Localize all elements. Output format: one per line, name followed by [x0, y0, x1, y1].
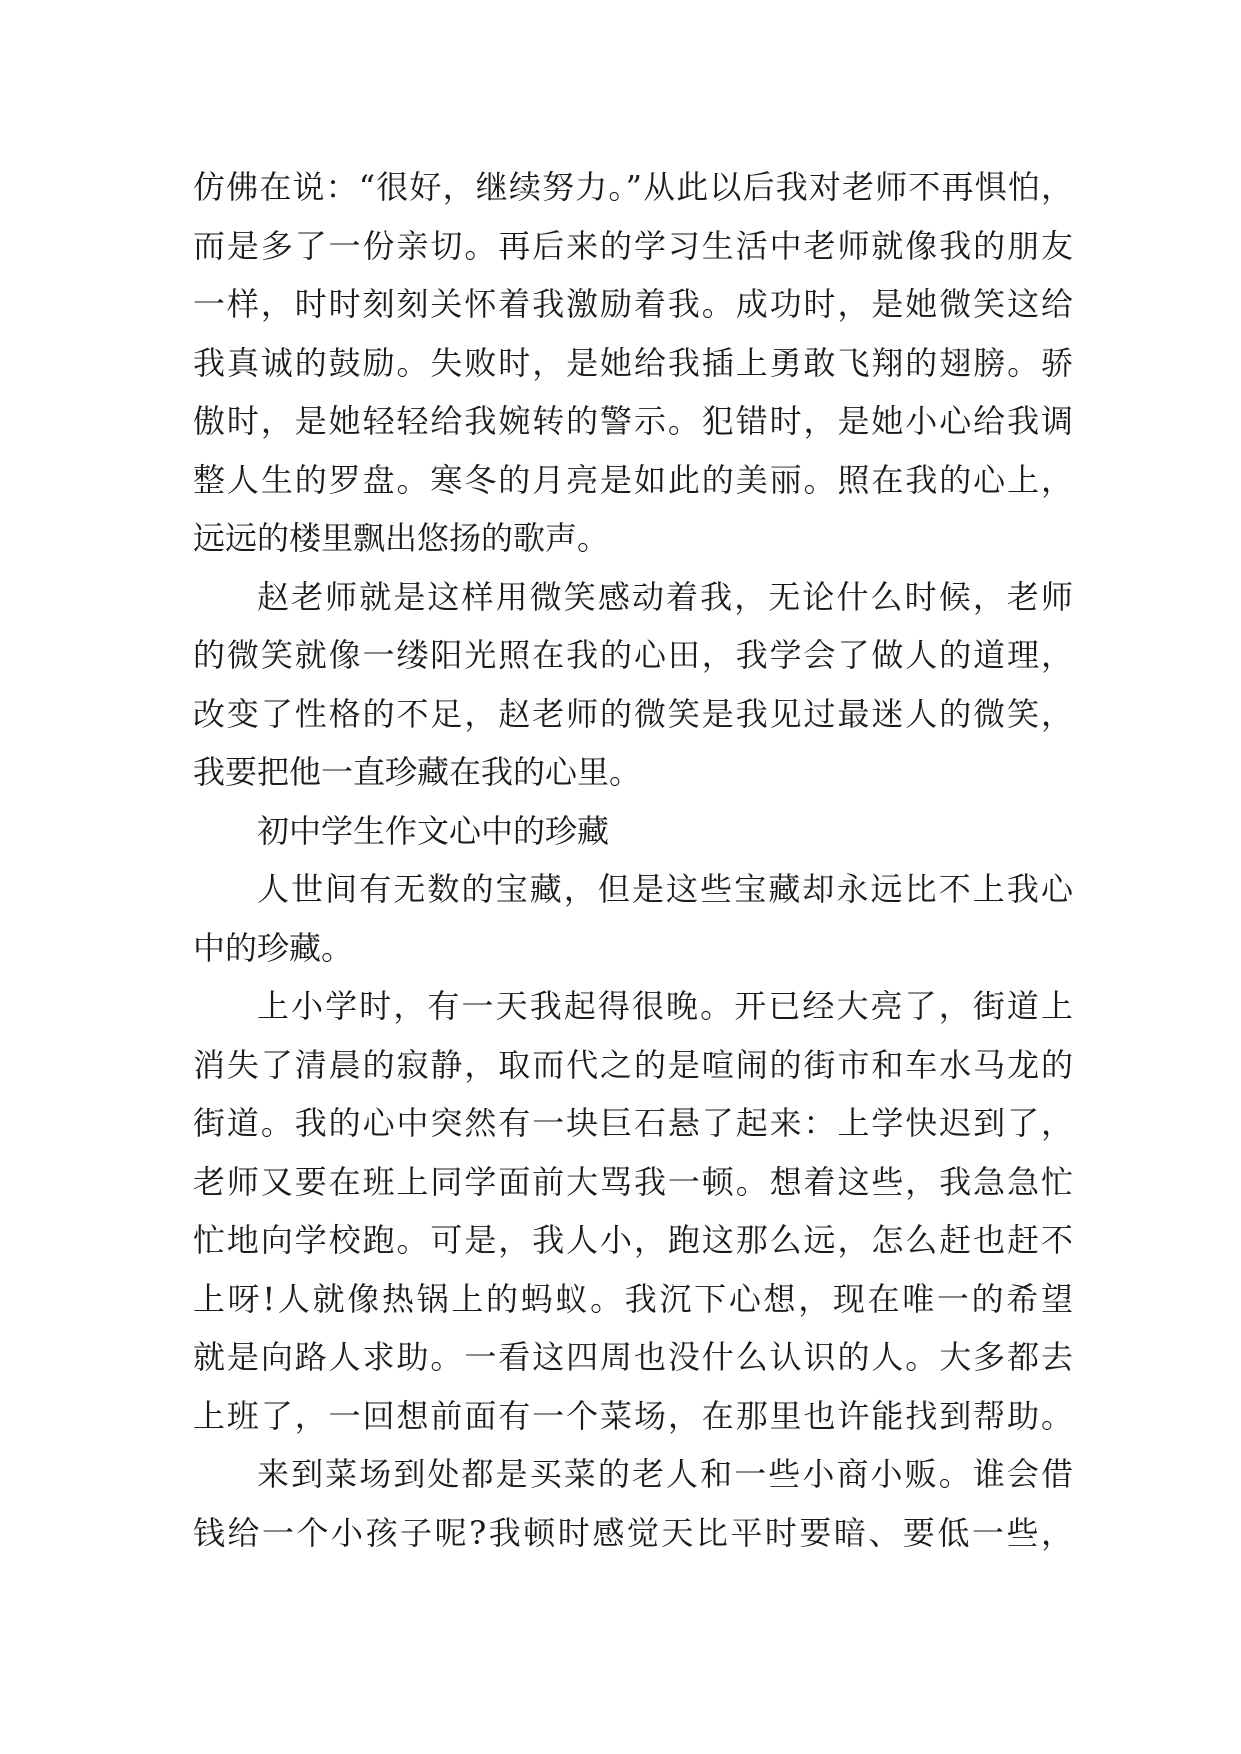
- text-line: 仿佛在说：“很好，继续努力。”从此以后我对老师不再惧怕，: [193, 168, 1073, 206]
- text-line: 老师又要在班上同学面前大骂我一顿。想着这些，我急急忙: [193, 1162, 1073, 1201]
- text-line: 街道。我的心中突然有一块巨石悬了起来：上学快迟到了，: [193, 1104, 1073, 1142]
- text-line: 来到菜场到处都是买菜的老人和一些小商小贩。谁会借: [257, 1455, 1073, 1493]
- text-line: 上小学时，有一天我起得很晚。开已经大亮了，街道上: [257, 987, 1073, 1025]
- text-line: 钱给一个小孩子呢?我顿时感觉天比平时要暗、要低一些，: [193, 1513, 1073, 1552]
- text-line: 忙地向学校跑。可是，我人小，跑这那么远，怎么赶也赶不: [193, 1221, 1073, 1259]
- text-line: 赵老师就是这样用微笑感动着我，无论什么时候，老师: [257, 577, 1073, 616]
- section-heading: 初中学生作文心中的珍藏: [257, 811, 610, 850]
- text-line: 傲时，是她轻轻给我婉转的警示。犯错时，是她小心给我调: [193, 402, 1073, 440]
- text-line: 消失了清晨的寂静，取而代之的是喧闹的街市和车水马龙的: [193, 1045, 1073, 1084]
- text-line: 中的珍藏。: [193, 928, 354, 967]
- text-line: 上呀!人就像热锅上的蚂蚁。我沉下心想，现在唯一的希望: [193, 1279, 1073, 1318]
- text-line: 我真诚的鼓励。失败时，是她给我插上勇敢飞翔的翅膀。骄: [193, 343, 1073, 382]
- text-line: 一样，时时刻刻关怀着我激励着我。成功时，是她微笑这给: [193, 285, 1073, 323]
- body-text: [193, 158, 1073, 1562]
- text-line: 人世间有无数的宝藏，但是这些宝藏却永远比不上我心: [257, 870, 1073, 908]
- text-line: 而是多了一份亲切。再后来的学习生活中老师就像我的朋友: [193, 226, 1073, 265]
- text-line: 改变了性格的不足，赵老师的微笑是我见过最迷人的微笑，: [193, 694, 1073, 733]
- text-line: 的微笑就像一缕阳光照在我的心田，我学会了做人的道理，: [193, 636, 1073, 674]
- text-line: 就是向路人求助。一看这四周也没什么认识的人。大多都去: [193, 1338, 1073, 1376]
- text-line: 整人生的罗盘。寒冬的月亮是如此的美丽。照在我的心上，: [193, 460, 1073, 499]
- text-line: 远远的楼里飘出悠扬的歌声。: [193, 519, 610, 557]
- text-line: 我要把他一直珍藏在我的心里。: [193, 753, 642, 791]
- text-line: 上班了，一回想前面有一个菜场，在那里也许能找到帮助。: [193, 1396, 1073, 1435]
